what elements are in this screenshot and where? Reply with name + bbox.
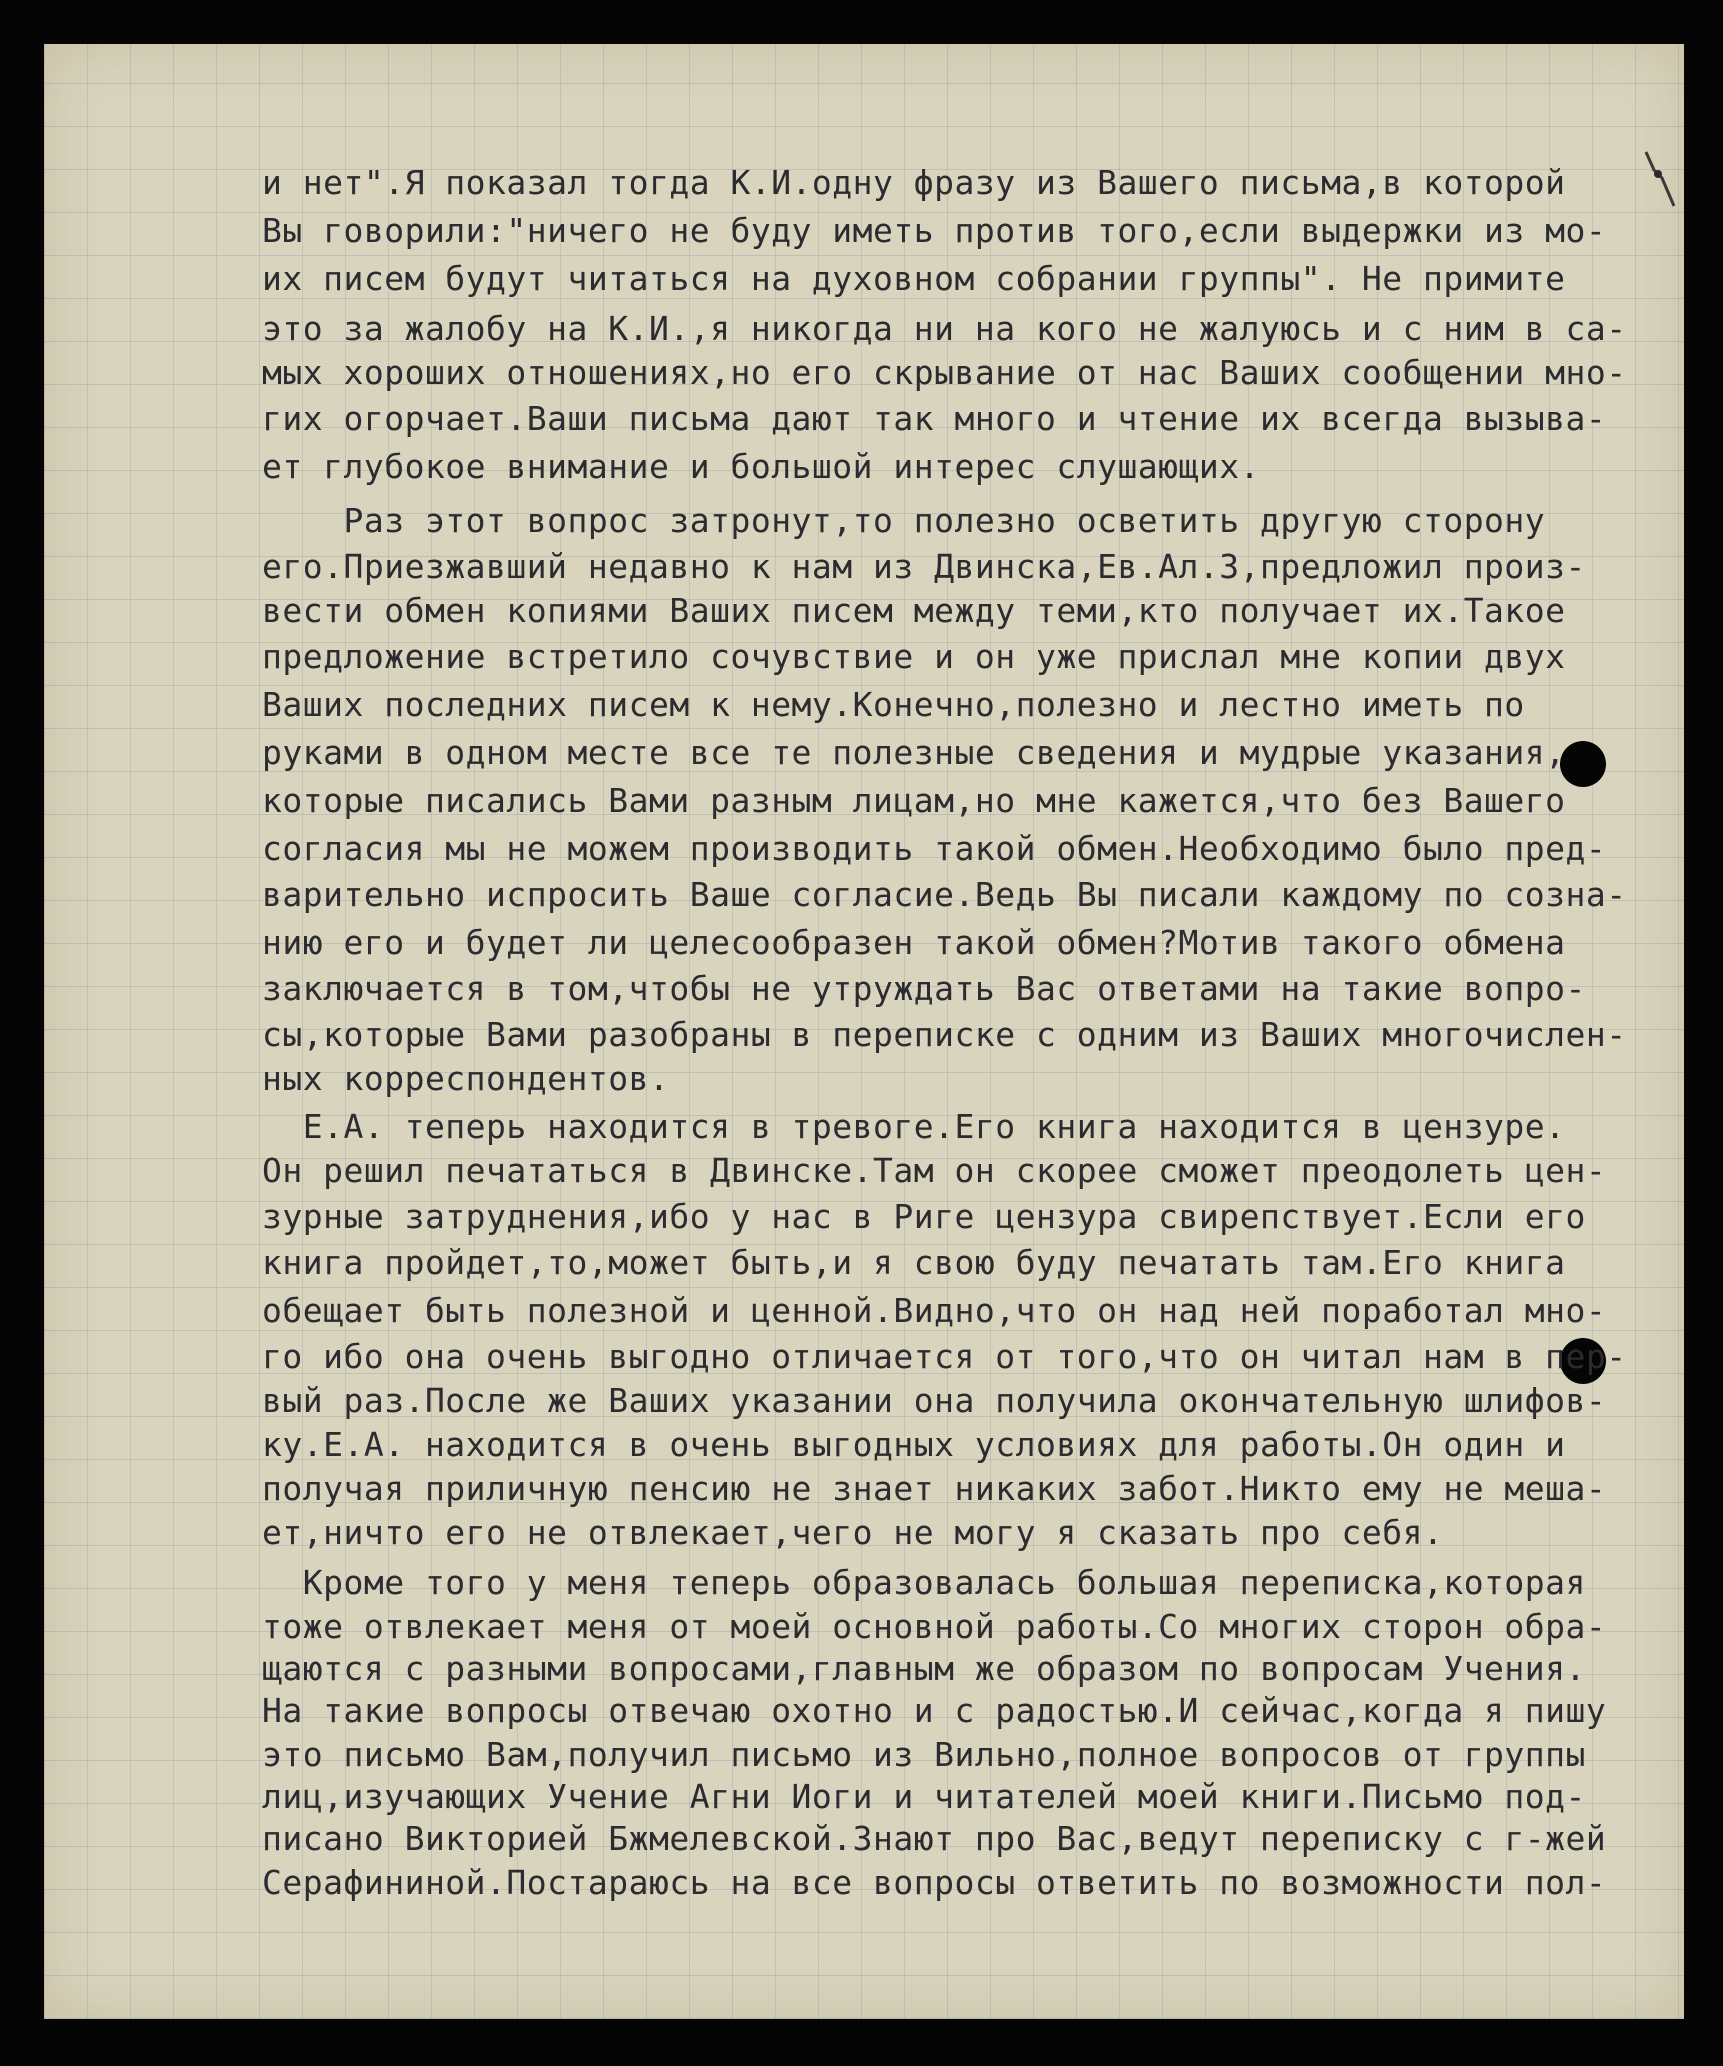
- text-line: го ибо она очень выгодно отличается от того,что он читал нам в пер-: [262, 1337, 1627, 1376]
- text-line: На такие вопросы отвечаю охотно и с радостью.И сейчас,когда я пишу: [262, 1691, 1607, 1730]
- text-line: заключается в том,чтобы не утруждать Вас ответами на такие вопро-: [262, 969, 1586, 1008]
- text-line: Ваших последних писем к нему.Конечно,полезно и лестно иметь по: [262, 685, 1525, 724]
- text-line: варительно испросить Ваше согласие.Ведь Вы писали каждому по созна-: [262, 875, 1627, 914]
- text-line: щаются с разными вопросами,главным же образом по вопросам Учения.: [262, 1649, 1586, 1688]
- text-line: вый раз.После же Ваших указании она получила окончательную шлифов-: [262, 1381, 1607, 1420]
- text-line: писано Викторией Бжмелевской.Знают про Вас,ведут переписку с г-жей: [262, 1819, 1607, 1858]
- text-line: Е.А. теперь находится в тревоге.Его книга находится в цензуре.: [262, 1107, 1566, 1146]
- text-line: лиц,изучающих Учение Агни Иоги и читателей моей книги.Письмо под-: [262, 1777, 1586, 1816]
- text-line: вести обмен копиями Ваших писем между теми,кто получает их.Такое: [262, 591, 1566, 630]
- text-line: ных корреспондентов.: [262, 1059, 670, 1098]
- text-line: ет,ничто его не отвлекает,чего не могу я сказать про себя.: [262, 1513, 1444, 1552]
- text-line: предложение встретило сочувствие и он уже прислал мне копии двух: [262, 637, 1566, 676]
- text-line: которые писались Вами разным лицам,но мне кажется,что без Вашего: [262, 781, 1566, 820]
- text-line: книга пройдет,то,может быть,и я свою буду печатать там.Его книга: [262, 1243, 1566, 1282]
- text-line: Раз этот вопрос затронут,то полезно осветить другую сторону: [262, 501, 1546, 540]
- text-line: согласия мы не можем производить такой обмен.Необходимо было пред-: [262, 829, 1607, 868]
- punch-hole-top: [1560, 741, 1606, 787]
- pin-mark-icon: [1640, 148, 1680, 218]
- text-line: Кроме того у меня теперь образовалась большая переписка,которая: [262, 1563, 1586, 1602]
- text-line: и нет".Я показал тогда К.И.одну фразу из Вашего письма,в которой: [262, 163, 1566, 202]
- text-line: Он решил печататься в Двинске.Там он скорее сможет преодолеть цен-: [262, 1151, 1607, 1190]
- text-line: их писем будут читаться на духовном собрании группы". Не примите: [262, 259, 1566, 298]
- text-line: обещает быть полезной и ценной.Видно,что он над ней поработал мно-: [262, 1291, 1607, 1330]
- text-line: мых хороших отношениях,но его скрывание от нас Ваших сообщении мно-: [262, 353, 1627, 392]
- text-line: ет глубокое внимание и большой интерес слушающих.: [262, 447, 1261, 486]
- text-line: гих огорчает.Ваши письма дают так много и чтение их всегда вызыва-: [262, 399, 1607, 438]
- text-line: Вы говорили:"ничего не буду иметь против того,если выдержки из мо-: [262, 211, 1607, 250]
- text-line: получая приличную пенсию не знает никаких забот.Никто ему не меша-: [262, 1469, 1607, 1508]
- text-line: это за жалобу на К.И.,я никогда ни на кого не жалуюсь и с ним в са-: [262, 309, 1627, 348]
- text-line: его.Приезжавший недавно к нам из Двинска,Ев.Ал.З,предложил произ-: [262, 547, 1586, 586]
- text-line: Серафининой.Постараюсь на все вопросы ответить по возможности пол-: [262, 1863, 1607, 1902]
- text-line: это письмо Вам,получил письмо из Вильно,полное вопросов от группы: [262, 1735, 1586, 1774]
- text-line: руками в одном месте все те полезные сведения и мудрые указания,: [262, 733, 1566, 772]
- text-line: тоже отвлекает меня от моей основной работы.Со многих сторон обра-: [262, 1607, 1607, 1646]
- text-line: зурные затруднения,ибо у нас в Риге цензура свирепствует.Если его: [262, 1197, 1586, 1236]
- text-line: сы,которые Вами разобраны в переписке с одним из Ваших многочислен-: [262, 1015, 1627, 1054]
- text-line: ку.Е.А. находится в очень выгодных условиях для работы.Он один и: [262, 1425, 1566, 1464]
- text-line: нию его и будет ли целесообразен такой обмен?Мотив такого обмена: [262, 923, 1566, 962]
